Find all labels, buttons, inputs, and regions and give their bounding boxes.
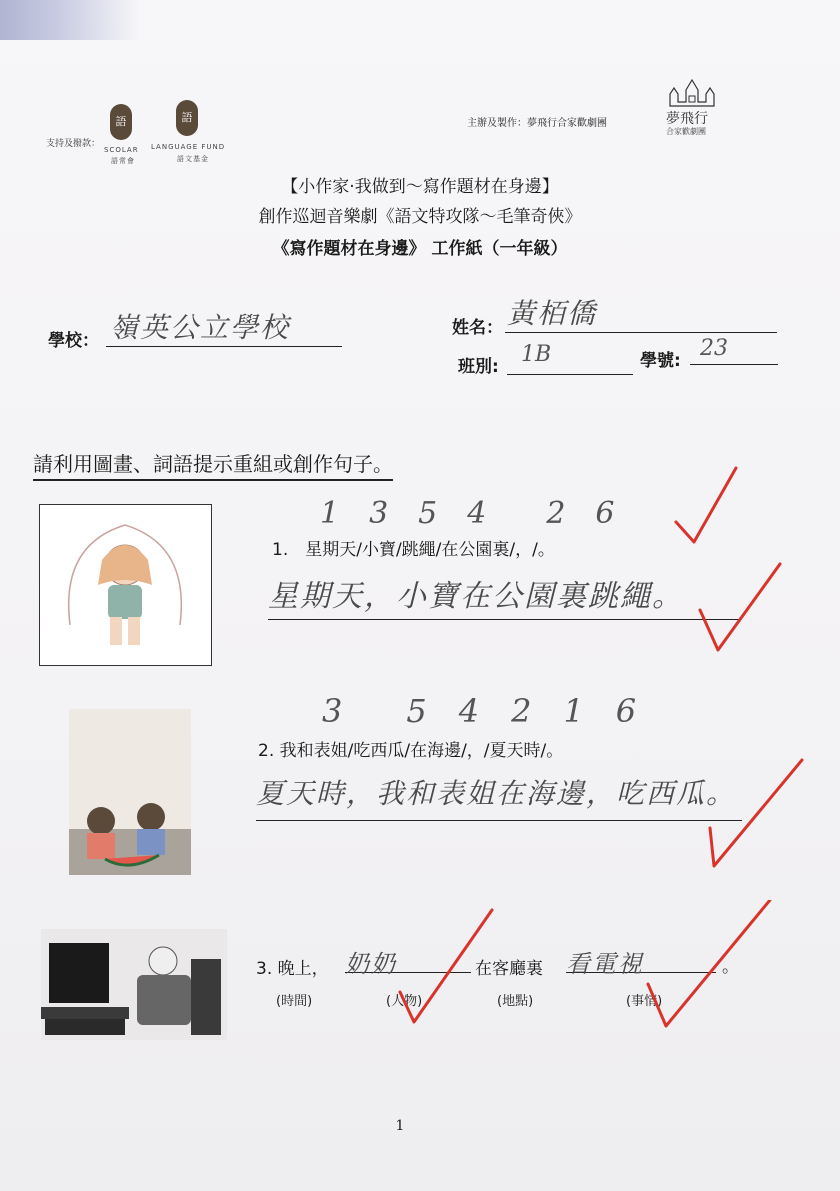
q1-order-marks: 1 3 5 4 2 6 [320, 496, 615, 531]
check-mark-icon [710, 760, 802, 866]
check-mark-icon [400, 910, 492, 1022]
category-event: (事情) [626, 994, 663, 1009]
worksheet-title-line2: 創作巡迴音樂劇《語文特攻隊～毛筆奇俠》 [258, 207, 582, 227]
worksheet-title-line1: 【小作家‧我做到～寫作題材在身邊】 [281, 177, 559, 197]
q2-prompt: 2. 我和表姐/吃西瓜/在海邊/，/夏天時/。 [258, 741, 564, 761]
instruction-text: 請利用圖畫、詞語提示重組或創作句子。 [33, 448, 393, 481]
category-person: (人物) [386, 994, 423, 1009]
q2-answer: 夏天時，我和表姐在海邊，吃西瓜。 [256, 777, 737, 810]
q3-event-answer: 看電視 [566, 950, 644, 978]
sponsor-label: 支持及撥款： [46, 139, 101, 149]
check-mark-icon [676, 468, 736, 542]
school-value: 嶺英公立學校 [110, 311, 291, 344]
q2-order-marks: 3 5 4 2 1 6 [322, 692, 637, 730]
worksheet-title-line3: 《寫作題材在身邊》 工作紙（一年級） [272, 239, 568, 259]
q1-prompt: 1. 星期天/小寶/跳繩/在公園裏/，/。 [272, 540, 555, 560]
language-fund-caption: LANGUAGE FUND [151, 143, 226, 151]
check-mark-icon [700, 564, 780, 650]
number-value: 23 [700, 336, 728, 361]
class-label: 班別: [458, 357, 499, 377]
scolar-sub: 語常會 [111, 157, 135, 165]
scolar-caption: SCOLAR [104, 146, 139, 154]
grandma-tv-image [41, 929, 227, 1040]
category-time: (時間) [276, 994, 313, 1009]
name-label: 姓名： [452, 318, 503, 338]
organizer-text: 主辦及製作：夢飛行合家歡劇團 [467, 118, 607, 129]
q3-prompt-mid: 在客廳裏 [475, 959, 543, 979]
scolar-logo: 語 [110, 104, 132, 140]
q1-answer: 星期天，小寶在公園裏跳繩。 [268, 579, 684, 614]
jump-rope-girl-image [39, 504, 212, 666]
troupe-logo [658, 72, 728, 142]
class-value: 1B [521, 342, 552, 367]
name-field[interactable] [505, 290, 777, 333]
q2-answer-line[interactable] [256, 764, 742, 821]
photo-corner-shadow [0, 0, 140, 40]
q3-person-answer: 奶奶 [345, 950, 397, 978]
q3-prompt-end: 。 [722, 957, 739, 977]
q3-prompt-start: 3. 晚上， [256, 959, 329, 979]
q3-check-marks [390, 900, 810, 1040]
language-fund-sub: 語文基金 [177, 155, 209, 163]
page-number: 1 [395, 1118, 405, 1134]
school-label: 學校： [48, 331, 99, 351]
language-fund-logo: 語 [176, 100, 198, 136]
name-value: 黃栢僑 [507, 297, 598, 330]
troupe-name: 夢飛行 [666, 111, 708, 127]
seaside-watermelon-image [69, 709, 191, 875]
category-place: (地點) [497, 994, 534, 1009]
school-field[interactable] [106, 300, 342, 347]
troupe-sub: 合家歡劇團 [666, 127, 706, 136]
number-field[interactable] [690, 336, 778, 365]
check-mark-icon [648, 900, 770, 1026]
class-field[interactable] [507, 342, 633, 375]
q1-check-marks [660, 460, 820, 680]
q2-check-mark [690, 750, 820, 880]
number-label: 學號: [640, 351, 681, 371]
